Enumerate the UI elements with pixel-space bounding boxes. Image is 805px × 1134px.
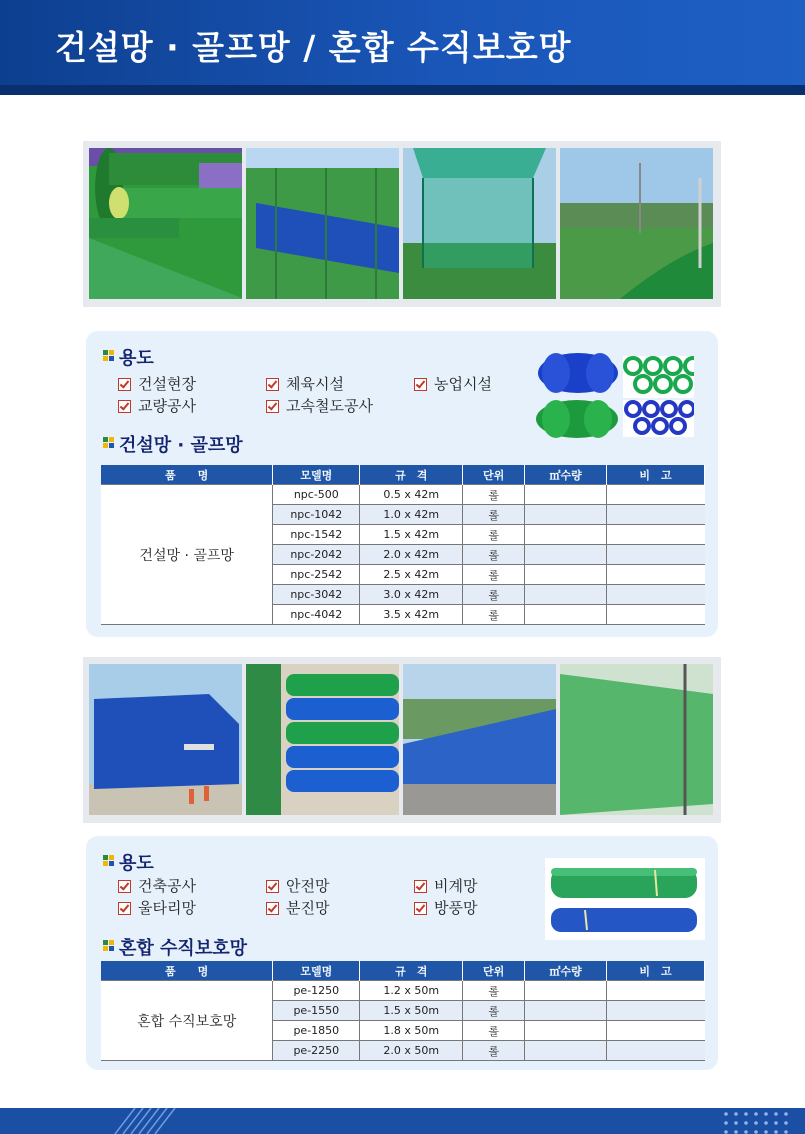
note-cell bbox=[607, 525, 705, 545]
unit-cell: 롤 bbox=[463, 981, 525, 1001]
size-cell: 1.8 x 50m bbox=[360, 1021, 463, 1041]
unit-cell: 롤 bbox=[463, 525, 525, 545]
size-cell: 1.5 x 42m bbox=[360, 525, 463, 545]
col-header-size: 규 격 bbox=[360, 961, 463, 981]
qty-cell bbox=[525, 545, 607, 565]
use-item: 분진망 bbox=[286, 899, 330, 917]
unit-cell: 롤 bbox=[463, 545, 525, 565]
table-header-row bbox=[101, 465, 705, 485]
section-bullet-icon bbox=[103, 437, 115, 449]
size-cell: 1.5 x 50m bbox=[360, 1001, 463, 1021]
unit-cell: 롤 bbox=[463, 1041, 525, 1061]
size-cell: 3.0 x 42m bbox=[360, 585, 463, 605]
usage-title: 용도 bbox=[119, 853, 154, 874]
section-bullet-icon bbox=[103, 940, 115, 952]
col-header-model: 모델명 bbox=[273, 961, 360, 981]
size-cell: 2.0 x 42m bbox=[360, 545, 463, 565]
note-cell bbox=[607, 545, 705, 565]
size-cell: 0.5 x 42m bbox=[360, 485, 463, 505]
col-header-qty: ㎡수량 bbox=[525, 961, 607, 981]
note-cell bbox=[607, 1041, 705, 1061]
photo-greenhouse-net bbox=[403, 664, 556, 815]
product-name-cell: 건설망 · 골프망 bbox=[101, 485, 273, 625]
green-net-roll-image bbox=[534, 398, 620, 440]
qty-cell bbox=[525, 565, 607, 585]
qty-cell bbox=[525, 981, 607, 1001]
checkbox-icon bbox=[118, 400, 131, 413]
page-header bbox=[0, 0, 805, 95]
photo-net-rolls bbox=[89, 148, 242, 299]
table-title: 혼합 수직보호망 bbox=[119, 938, 247, 959]
model-cell: npc-3042 bbox=[273, 585, 360, 605]
note-cell bbox=[607, 565, 705, 585]
photo-blue-building-net bbox=[89, 664, 242, 815]
use-item: 안전망 bbox=[286, 877, 330, 895]
model-cell: npc-2542 bbox=[273, 565, 360, 585]
photo-golf-net bbox=[403, 148, 556, 299]
checkbox-icon bbox=[266, 378, 279, 391]
spec-table-vertical-net bbox=[101, 961, 705, 1061]
checkbox-icon bbox=[118, 880, 131, 893]
product-name-cell: 혼합 수직보호망 bbox=[101, 981, 273, 1061]
photo-windbreak-net bbox=[560, 664, 713, 815]
unit-cell: 롤 bbox=[463, 565, 525, 585]
table-header-row bbox=[101, 961, 705, 981]
checkbox-icon bbox=[118, 902, 131, 915]
checkbox-icon bbox=[266, 400, 279, 413]
vertical-net-rolls-image bbox=[545, 858, 705, 940]
qty-cell bbox=[525, 525, 607, 545]
qty-cell bbox=[525, 1021, 607, 1041]
size-cell: 2.5 x 42m bbox=[360, 565, 463, 585]
unit-cell: 롤 bbox=[463, 485, 525, 505]
unit-cell: 롤 bbox=[463, 1001, 525, 1021]
blue-mesh-closeup-image bbox=[623, 400, 694, 437]
model-cell: pe-1850 bbox=[273, 1021, 360, 1041]
qty-cell bbox=[525, 485, 607, 505]
note-cell bbox=[607, 585, 705, 605]
col-header-size: 규 격 bbox=[360, 465, 463, 485]
col-header-unit: 단위 bbox=[463, 465, 525, 485]
col-header-qty: ㎡수량 bbox=[525, 465, 607, 485]
unit-cell: 롤 bbox=[463, 1021, 525, 1041]
use-item: 건축공사 bbox=[138, 877, 196, 895]
model-cell: npc-500 bbox=[273, 485, 360, 505]
photo-strip-vertical-net bbox=[83, 657, 721, 823]
col-header-name: 품 명 bbox=[101, 961, 273, 981]
qty-cell bbox=[525, 585, 607, 605]
model-cell: pe-1550 bbox=[273, 1001, 360, 1021]
photo-building-net bbox=[246, 148, 399, 299]
use-item: 비계망 bbox=[434, 877, 478, 895]
table-title: 건설망 · 골프망 bbox=[119, 435, 243, 456]
size-cell: 1.2 x 50m bbox=[360, 981, 463, 1001]
checkbox-icon bbox=[414, 378, 427, 391]
blue-net-roll-image bbox=[536, 350, 620, 396]
photo-strip-construction bbox=[83, 141, 721, 307]
use-item: 교량공사 bbox=[138, 397, 196, 415]
model-cell: npc-2042 bbox=[273, 545, 360, 565]
note-cell bbox=[607, 485, 705, 505]
note-cell bbox=[607, 1021, 705, 1041]
table-row bbox=[101, 485, 705, 505]
qty-cell bbox=[525, 505, 607, 525]
usage-title: 용도 bbox=[119, 348, 154, 369]
page-title: 건설망 · 골프망 / 혼합 수직보호망 bbox=[55, 28, 572, 67]
col-header-note: 비 고 bbox=[607, 961, 705, 981]
checkbox-icon bbox=[414, 880, 427, 893]
photo-roll-stock bbox=[246, 664, 399, 815]
note-cell bbox=[607, 505, 705, 525]
page-footer bbox=[0, 1108, 805, 1134]
checkbox-icon bbox=[118, 378, 131, 391]
use-item: 건설현장 bbox=[138, 375, 196, 393]
qty-cell bbox=[525, 605, 607, 625]
size-cell: 1.0 x 42m bbox=[360, 505, 463, 525]
qty-cell bbox=[525, 1041, 607, 1061]
note-cell bbox=[607, 1001, 705, 1021]
col-header-note: 비 고 bbox=[607, 465, 705, 485]
note-cell bbox=[607, 605, 705, 625]
model-cell: npc-4042 bbox=[273, 605, 360, 625]
model-cell: pe-1250 bbox=[273, 981, 360, 1001]
col-header-unit: 단위 bbox=[463, 961, 525, 981]
use-item: 고속철도공사 bbox=[286, 397, 373, 415]
checkbox-icon bbox=[414, 902, 427, 915]
model-cell: pe-2250 bbox=[273, 1041, 360, 1061]
checkbox-icon bbox=[266, 880, 279, 893]
model-cell: npc-1542 bbox=[273, 525, 360, 545]
section-bullet-icon bbox=[103, 855, 115, 867]
use-item: 방풍망 bbox=[434, 899, 478, 917]
checkbox-icon bbox=[266, 902, 279, 915]
spec-table-construction bbox=[101, 465, 705, 625]
use-item: 울타리망 bbox=[138, 899, 196, 917]
table-row bbox=[101, 981, 705, 1001]
size-cell: 2.0 x 50m bbox=[360, 1041, 463, 1061]
qty-cell bbox=[525, 1001, 607, 1021]
use-item: 농업시설 bbox=[434, 375, 492, 393]
note-cell bbox=[607, 981, 705, 1001]
unit-cell: 롤 bbox=[463, 505, 525, 525]
section-bullet-icon bbox=[103, 350, 115, 362]
unit-cell: 롤 bbox=[463, 585, 525, 605]
use-item: 체육시설 bbox=[286, 375, 344, 393]
col-header-model: 모델명 bbox=[273, 465, 360, 485]
model-cell: npc-1042 bbox=[273, 505, 360, 525]
photo-field-net bbox=[560, 148, 713, 299]
size-cell: 3.5 x 42m bbox=[360, 605, 463, 625]
green-mesh-closeup-image bbox=[623, 356, 694, 398]
unit-cell: 롤 bbox=[463, 605, 525, 625]
col-header-name: 품 명 bbox=[101, 465, 273, 485]
